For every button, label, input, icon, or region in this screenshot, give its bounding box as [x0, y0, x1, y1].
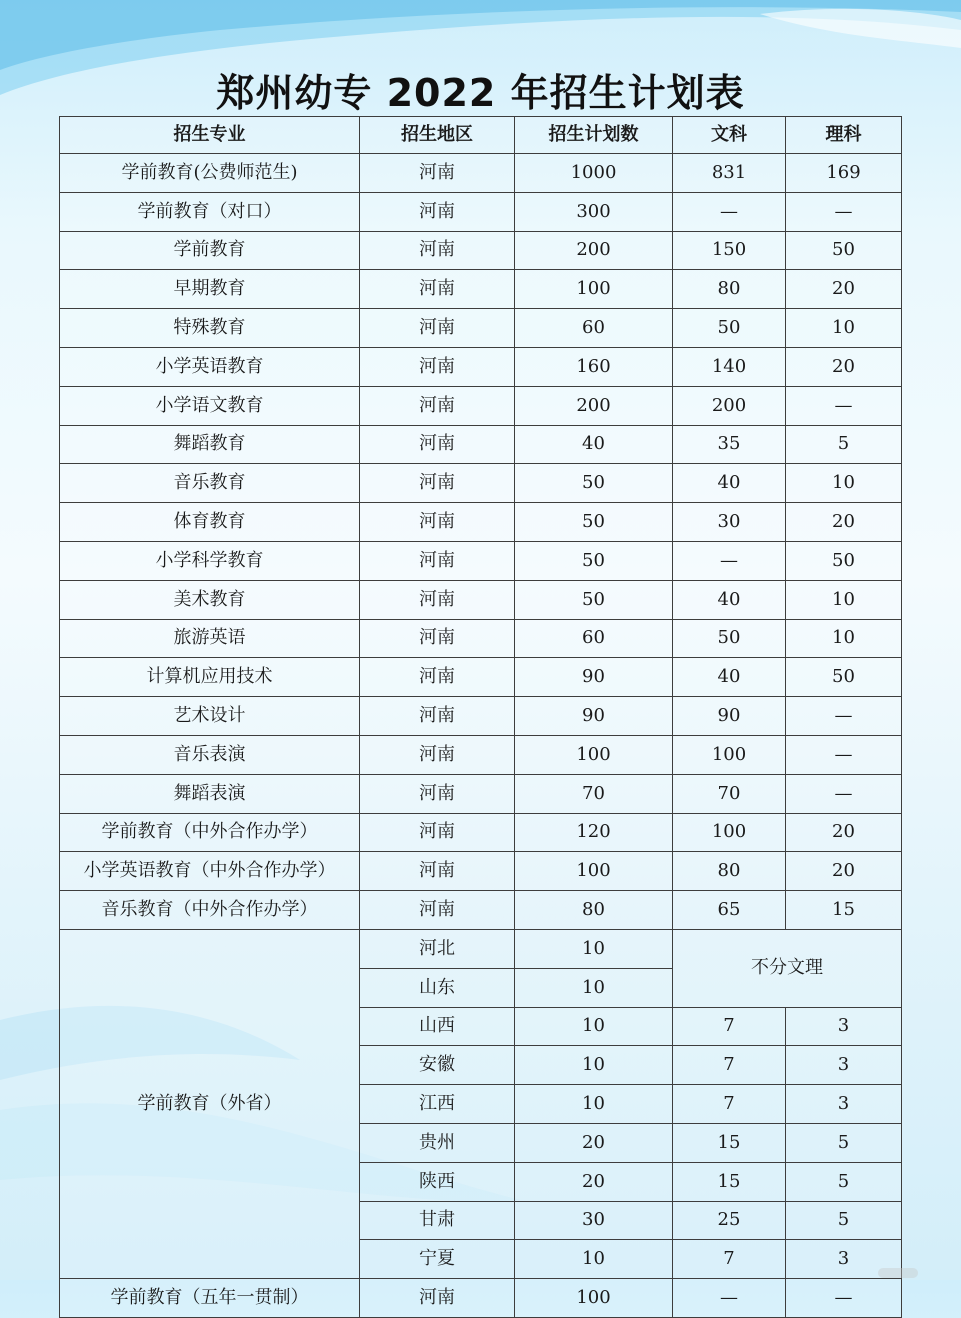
cell-region: 河北 [360, 929, 515, 968]
cell-major-out-province: 学前教育（外省） [60, 929, 360, 1278]
table-header-row [60, 117, 902, 154]
table-row [60, 735, 902, 774]
cell-plan-count: 100 [515, 735, 673, 774]
cell-science: 3 [786, 1085, 902, 1124]
header-major: 招生专业 [60, 117, 360, 154]
cell-science: 5 [786, 1201, 902, 1240]
cell-science: 3 [786, 1007, 902, 1046]
cell-major: 小学英语教育 [60, 347, 360, 386]
cell-major: 音乐教育（中外合作办学） [60, 891, 360, 930]
cell-liberal-arts: 7 [673, 1007, 786, 1046]
cell-liberal-arts: 50 [673, 619, 786, 658]
table-row [60, 309, 902, 348]
cell-region: 陕西 [360, 1162, 515, 1201]
cell-science: 50 [786, 231, 902, 270]
cell-liberal-arts: 25 [673, 1201, 786, 1240]
cell-liberal-arts: 7 [673, 1085, 786, 1124]
cell-plan-count: 50 [515, 464, 673, 503]
cell-liberal-arts: 70 [673, 774, 786, 813]
cell-science: 10 [786, 464, 902, 503]
cell-region: 河南 [360, 619, 515, 658]
cell-region: 山西 [360, 1007, 515, 1046]
cell-plan-count: 20 [515, 1123, 673, 1162]
cell-liberal-arts: 50 [673, 309, 786, 348]
cell-major: 小学语文教育 [60, 386, 360, 425]
cell-region: 河南 [360, 541, 515, 580]
cell-plan-count: 60 [515, 619, 673, 658]
cell-plan-count: 10 [515, 1240, 673, 1279]
cell-plan-count: 1000 [515, 154, 673, 193]
cell-science: — [786, 774, 902, 813]
table-row [60, 929, 902, 968]
table-row [60, 774, 902, 813]
cell-science: 10 [786, 580, 902, 619]
cell-plan-count: 100 [515, 270, 673, 309]
cell-science: 20 [786, 813, 902, 852]
cell-plan-count: 50 [515, 580, 673, 619]
cell-region: 河南 [360, 386, 515, 425]
cell-liberal-arts: 15 [673, 1162, 786, 1201]
cell-major: 旅游英语 [60, 619, 360, 658]
cell-liberal-arts: — [673, 1279, 786, 1318]
table-row [60, 580, 902, 619]
cell-science: 50 [786, 658, 902, 697]
cell-liberal-arts: 30 [673, 503, 786, 542]
cell-science: 10 [786, 619, 902, 658]
cell-plan-count: 90 [515, 658, 673, 697]
cell-plan-count: 80 [515, 891, 673, 930]
cell-liberal-arts: 80 [673, 270, 786, 309]
cell-region: 河南 [360, 309, 515, 348]
cell-region: 河南 [360, 425, 515, 464]
cell-region: 河南 [360, 1279, 515, 1318]
table-row [60, 619, 902, 658]
table-row [60, 464, 902, 503]
cell-science: — [786, 192, 902, 231]
cell-plan-count: 50 [515, 503, 673, 542]
cell-plan-count: 10 [515, 1085, 673, 1124]
cell-plan-count: 10 [515, 968, 673, 1007]
cell-science: 3 [786, 1240, 902, 1279]
header-plan-count: 招生计划数 [515, 117, 673, 154]
cell-major: 舞蹈教育 [60, 425, 360, 464]
cell-plan-count: 200 [515, 386, 673, 425]
cell-liberal-arts: 15 [673, 1123, 786, 1162]
cell-region: 河南 [360, 464, 515, 503]
cell-region: 河南 [360, 852, 515, 891]
cell-liberal-arts: 90 [673, 697, 786, 736]
cell-region: 河南 [360, 154, 515, 193]
table-row [60, 852, 902, 891]
cell-liberal-arts: 7 [673, 1046, 786, 1085]
cell-region: 河南 [360, 891, 515, 930]
cell-science: — [786, 386, 902, 425]
cell-plan-count: 120 [515, 813, 673, 852]
cell-no-split-label: 不分文理 [673, 929, 902, 1007]
cell-region: 贵州 [360, 1123, 515, 1162]
table-row [60, 1279, 902, 1318]
cell-liberal-arts: 35 [673, 425, 786, 464]
cell-region: 宁夏 [360, 1240, 515, 1279]
cell-region: 河南 [360, 697, 515, 736]
cell-science: 20 [786, 503, 902, 542]
cell-plan-count: 60 [515, 309, 673, 348]
cell-liberal-arts: 200 [673, 386, 786, 425]
cell-major: 小学英语教育（中外合作办学） [60, 852, 360, 891]
cell-plan-count: 70 [515, 774, 673, 813]
cell-major: 音乐教育 [60, 464, 360, 503]
cell-major: 学前教育（对口） [60, 192, 360, 231]
cell-region: 河南 [360, 774, 515, 813]
cell-region: 安徽 [360, 1046, 515, 1085]
cell-plan-count: 50 [515, 541, 673, 580]
cell-science: 5 [786, 1123, 902, 1162]
cell-liberal-arts: 40 [673, 580, 786, 619]
cell-liberal-arts: 80 [673, 852, 786, 891]
cell-region: 江西 [360, 1085, 515, 1124]
cell-science: — [786, 735, 902, 774]
header-liberal-arts: 文科 [673, 117, 786, 154]
cell-liberal-arts: 150 [673, 231, 786, 270]
table-row [60, 231, 902, 270]
cell-liberal-arts: 7 [673, 1240, 786, 1279]
cell-major: 早期教育 [60, 270, 360, 309]
cell-major: 学前教育(公费师范生) [60, 154, 360, 193]
cell-plan-count: 100 [515, 1279, 673, 1318]
cell-liberal-arts: 831 [673, 154, 786, 193]
table-row [60, 813, 902, 852]
cell-major: 艺术设计 [60, 697, 360, 736]
table-row [60, 270, 902, 309]
cell-science: 3 [786, 1046, 902, 1085]
cell-liberal-arts: 100 [673, 813, 786, 852]
header-region: 招生地区 [360, 117, 515, 154]
cell-plan-count: 300 [515, 192, 673, 231]
cell-region: 河南 [360, 580, 515, 619]
table-row [60, 192, 902, 231]
cell-region: 河南 [360, 813, 515, 852]
cell-plan-count: 90 [515, 697, 673, 736]
header-science: 理科 [786, 117, 902, 154]
cell-plan-count: 10 [515, 929, 673, 968]
enrollment-plan-table [59, 116, 902, 1318]
cell-major: 学前教育（五年一贯制） [60, 1279, 360, 1318]
cell-plan-count: 40 [515, 425, 673, 464]
cell-plan-count: 160 [515, 347, 673, 386]
cell-science: 20 [786, 852, 902, 891]
cell-liberal-arts: 40 [673, 464, 786, 503]
cell-plan-count: 200 [515, 231, 673, 270]
cell-region: 河南 [360, 270, 515, 309]
cell-major: 计算机应用技术 [60, 658, 360, 697]
table-row [60, 658, 902, 697]
cell-science: 20 [786, 270, 902, 309]
cell-science: 5 [786, 1162, 902, 1201]
table-row [60, 541, 902, 580]
cell-major: 舞蹈表演 [60, 774, 360, 813]
cell-science: 169 [786, 154, 902, 193]
table-row [60, 154, 902, 193]
cell-plan-count: 100 [515, 852, 673, 891]
cell-major: 美术教育 [60, 580, 360, 619]
page-title: 郑州幼专 2022 年招生计划表 [216, 71, 745, 115]
cell-science: — [786, 697, 902, 736]
cell-region: 河南 [360, 735, 515, 774]
cell-plan-count: 10 [515, 1046, 673, 1085]
cell-liberal-arts: 140 [673, 347, 786, 386]
cell-liberal-arts: 100 [673, 735, 786, 774]
cell-liberal-arts: 65 [673, 891, 786, 930]
cell-plan-count: 10 [515, 1007, 673, 1046]
table-row [60, 503, 902, 542]
cell-region: 河南 [360, 231, 515, 270]
cell-region: 甘肃 [360, 1201, 515, 1240]
watermark-badge [878, 1268, 918, 1278]
table-row [60, 891, 902, 930]
table-row [60, 347, 902, 386]
table-row [60, 425, 902, 464]
cell-major: 特殊教育 [60, 309, 360, 348]
cell-science: — [786, 1279, 902, 1318]
cell-plan-count: 30 [515, 1201, 673, 1240]
cell-region: 河南 [360, 503, 515, 542]
cell-region: 河南 [360, 347, 515, 386]
cell-major: 学前教育（中外合作办学） [60, 813, 360, 852]
cell-region: 河南 [360, 192, 515, 231]
cell-plan-count: 20 [515, 1162, 673, 1201]
cell-science: 5 [786, 425, 902, 464]
cell-region: 山东 [360, 968, 515, 1007]
table-row [60, 386, 902, 425]
cell-liberal-arts: — [673, 541, 786, 580]
cell-science: 15 [786, 891, 902, 930]
table-row [60, 697, 902, 736]
cell-science: 50 [786, 541, 902, 580]
cell-major: 音乐表演 [60, 735, 360, 774]
cell-region: 河南 [360, 658, 515, 697]
cell-science: 10 [786, 309, 902, 348]
cell-liberal-arts: — [673, 192, 786, 231]
cell-liberal-arts: 40 [673, 658, 786, 697]
cell-science: 20 [786, 347, 902, 386]
cell-major: 体育教育 [60, 503, 360, 542]
cell-major: 学前教育 [60, 231, 360, 270]
cell-major: 小学科学教育 [60, 541, 360, 580]
